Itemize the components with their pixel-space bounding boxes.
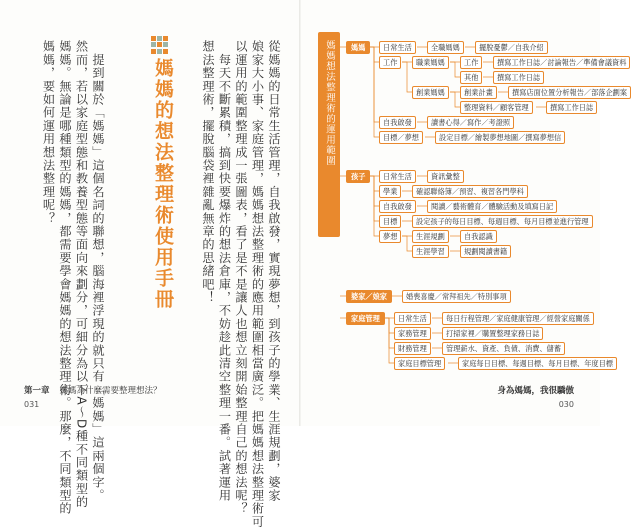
diagram-leaf: 撰寫店面位置分析報告／部落企劃案	[508, 86, 631, 99]
diagram-subbranch: 閱讀／藝術體育／體驗活動及填寫日記	[427, 200, 557, 213]
paragraph-a-line: 想法整理術，擺脫腦袋裡雜亂無章的思緒吧！	[201, 40, 215, 304]
diagram-subbranch: 家庭每日目標、每週目標、每月目標、年度目標	[458, 357, 617, 370]
diagram-leaf: 撰寫工作日誌	[546, 101, 597, 114]
diagram-category: 家庭管理	[346, 312, 385, 325]
diagram-subbranch: 創業媽媽	[412, 86, 449, 99]
connector-line	[402, 236, 412, 251]
diagram-subbranch: 設定目標／繪製夢想地圖／撰寫夢想信	[435, 131, 565, 144]
diagram-leaf: 擺脫憂鬱／自我介紹	[475, 41, 548, 54]
diagram-branch: 自我啟發	[379, 116, 416, 129]
diagram-subbranch: 資訊彙整	[427, 170, 464, 183]
right-page-number: 030	[558, 400, 574, 409]
diagram-leaf: 其他	[460, 71, 482, 84]
diagram-subbranch: 職業媽媽	[412, 56, 449, 69]
diagram-subbranch: 生涯規劃	[412, 230, 449, 243]
right-footer: 身為媽媽，我很驕傲	[497, 386, 574, 396]
diagram-branch: 自我啟發	[379, 200, 416, 213]
diagram-branch: 日常生活	[379, 170, 416, 183]
diagram-leaf: 整理資料／顧客管理	[460, 101, 533, 114]
diagram-subbranch: 全職媽媽	[427, 41, 464, 54]
diagram-subbranch: 管理薪水、資產、負債、消費、儲蓄	[442, 342, 565, 355]
diagram-branch: 夢想	[379, 230, 401, 243]
diagram-branch: 目標	[379, 215, 401, 228]
diagram-branch: 工作	[379, 56, 401, 69]
diagram-subbranch: 設定孩子的每日目標、每週目標、每月目標並進行管理	[412, 215, 593, 228]
diagram-subbranch: 讀書心得／寫作／考證照	[427, 116, 514, 129]
paragraph-a-line: 從媽媽的日常生活管理，自我啟發，實現夢想，到孩子的學業、生涯規劃，婆家	[267, 40, 281, 502]
connector-line	[402, 62, 412, 92]
section-title: 媽媽的想法整理術使用手冊	[152, 58, 174, 310]
diagram-branch: 家務管理	[394, 327, 431, 340]
left-page-number: 031	[24, 400, 40, 409]
diagram-branch: 目標／夢想	[379, 131, 423, 144]
connector-line	[450, 62, 460, 77]
diagram-branch: 日常生活	[379, 41, 416, 54]
footer-chapter-title: 媽媽為什麼需要整理想法？	[59, 386, 162, 396]
diagram-leaf: 撰寫工作日誌／討論報告／準備會議資料	[493, 56, 630, 69]
diagram-leaf: 創業計畫	[460, 86, 497, 99]
connector-line	[450, 92, 460, 107]
diagram-category: 孩子	[346, 170, 370, 183]
diagram-root-title: 媽媽想法整理術的運用範圍	[324, 40, 335, 166]
diagram-leaf: 自我認識	[460, 230, 497, 243]
diagram-branch: 學業	[379, 185, 401, 198]
diagram-subbranch: 打掃家裡／購置整理家務日誌	[442, 327, 543, 340]
paragraph-b-line: 提到關於「媽媽」這個名詞的聯想，腦海裡浮現的就只有「媽媽」這兩個字。	[91, 40, 105, 502]
diagram-branch: 婚喪喜慶／常拜祖先／特別事項	[402, 290, 511, 303]
diagram-branch: 日常生活	[394, 312, 431, 325]
diagram-leaf: 撰寫工作日誌	[493, 71, 544, 84]
connector-line	[369, 47, 379, 137]
diagram-category: 婆家／娘家	[346, 290, 392, 303]
diagram-subbranch: 每日行程管理／家庭健康管理／經營家庭關係	[442, 312, 594, 325]
connector-line	[384, 318, 394, 363]
paragraph-a-line: 每天不斷累積，搞到快要爆炸的想法倉庫，不妨趁此清空整理一番。試著運用	[217, 40, 232, 502]
diagram-subbranch: 生涯學習	[412, 245, 449, 258]
paragraph-b-line: 媽媽。無論是哪種類型的媽媽，都需要學會媽媽的想法整理術。那麼，不同類型的	[58, 40, 72, 516]
footer-chapter: 第一章	[24, 386, 50, 396]
paragraph-b-line: 然而，若以家庭型態和教養型態等面向來劃分，可細分為以下A～D種不同類型的	[74, 40, 89, 509]
diagram-leaf: 規劃閱讀書籍	[460, 245, 511, 258]
diagram-leaf: 工作	[460, 56, 482, 69]
paragraph-a-line: 以運用的範圍整理成一張圖表，看了是不是讓人也想立刻開始整理自己的想法呢？	[234, 40, 248, 516]
paragraph-a-line: 娘家大小事、家庭管理，媽媽想法整理術的應用範圍相當廣泛。把媽媽想法整理術可	[250, 40, 265, 528]
paragraph-b-line: 媽媽，要如何運用想法整理呢？	[41, 40, 56, 225]
diagram-branch: 家庭目標管理	[394, 357, 445, 370]
diagram-category: 媽媽	[346, 41, 370, 54]
diagram-subbranch: 確認聯絡簿／預習、複習各門學科	[412, 185, 528, 198]
diagram-branch: 財務管理	[394, 342, 431, 355]
